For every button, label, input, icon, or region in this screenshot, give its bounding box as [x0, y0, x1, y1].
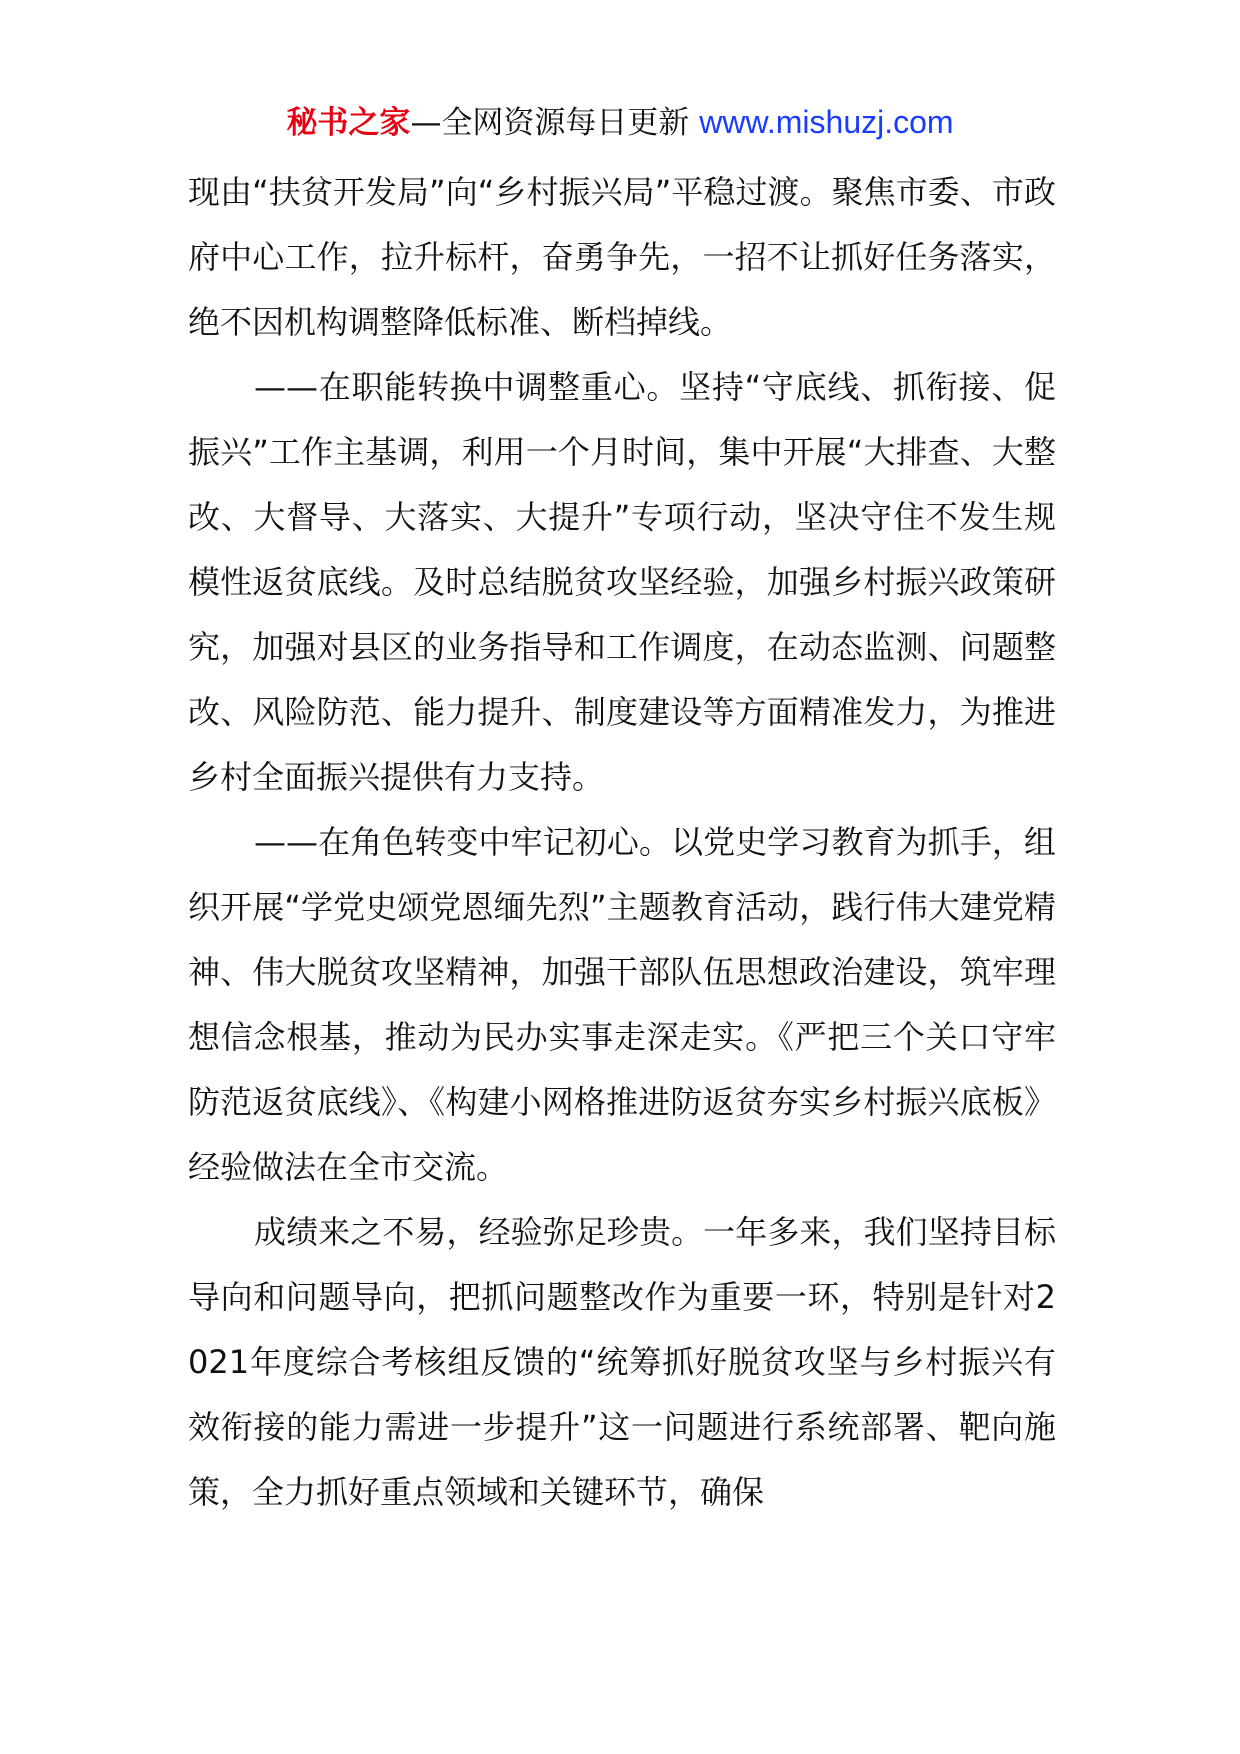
header-slogan: —全网资源每日更新	[410, 105, 690, 141]
document-body	[188, 160, 1056, 1525]
page-header	[0, 100, 1240, 145]
paragraph-2: ——在职能转换中调整重心。坚持“守底线、抓衔接、促振兴”工作主基调，利用一个月时间，集中开展“大排查、大整改、大督导、大落实、大提升”专项行动，坚决守住不发生规模性返贫底线。及时总结脱贫攻坚经验，加强乡村振兴政策研究，加强对县区的业务指导和工作调度，在动态监测、问题整改、风险防范、能力提升、制度建设等方面精准发力，为推进乡村全面振兴提供有力支持。	[188, 368, 1056, 796]
brand-name: 秘书之家	[286, 105, 411, 141]
site-url-link[interactable]: www.mishuzj.com	[699, 104, 954, 140]
paragraph-1: 现由“扶贫开发局”向“乡村振兴局”平稳过渡。聚焦市委、市政府中心工作，拉升标杆，奋勇争先，一招不让抓好任务落实，绝不因机构调整降低标准、断档掉线。	[188, 173, 1056, 341]
paragraph-3: ——在角色转变中牢记初心。以党史学习教育为抓手，组织开展“学党史颂党恩缅先烈”主题教育活动，践行伟大建党精神、伟大脱贫攻坚精神，加强干部队伍思想政治建设，筑牢理想信念根基，推动为民办实事走深走实。《严把三个关口守牢防范返贫底线》、《构建小网格推进防返贫夯实乡村振兴底板》经验做法在全市交流。	[188, 823, 1056, 1186]
paragraph-4: 成绩来之不易，经验弥足珍贵。一年多来，我们坚持目标导向和问题导向，把抓问题整改作为重要一环，特别是针对2021年度综合考核组反馈的“统筹抓好脱贫攻坚与乡村振兴有效衔接的能力需进一步提升”这一问题进行系统部署、靶向施策，全力抓好重点领域和关键环节，确保	[188, 1213, 1056, 1511]
